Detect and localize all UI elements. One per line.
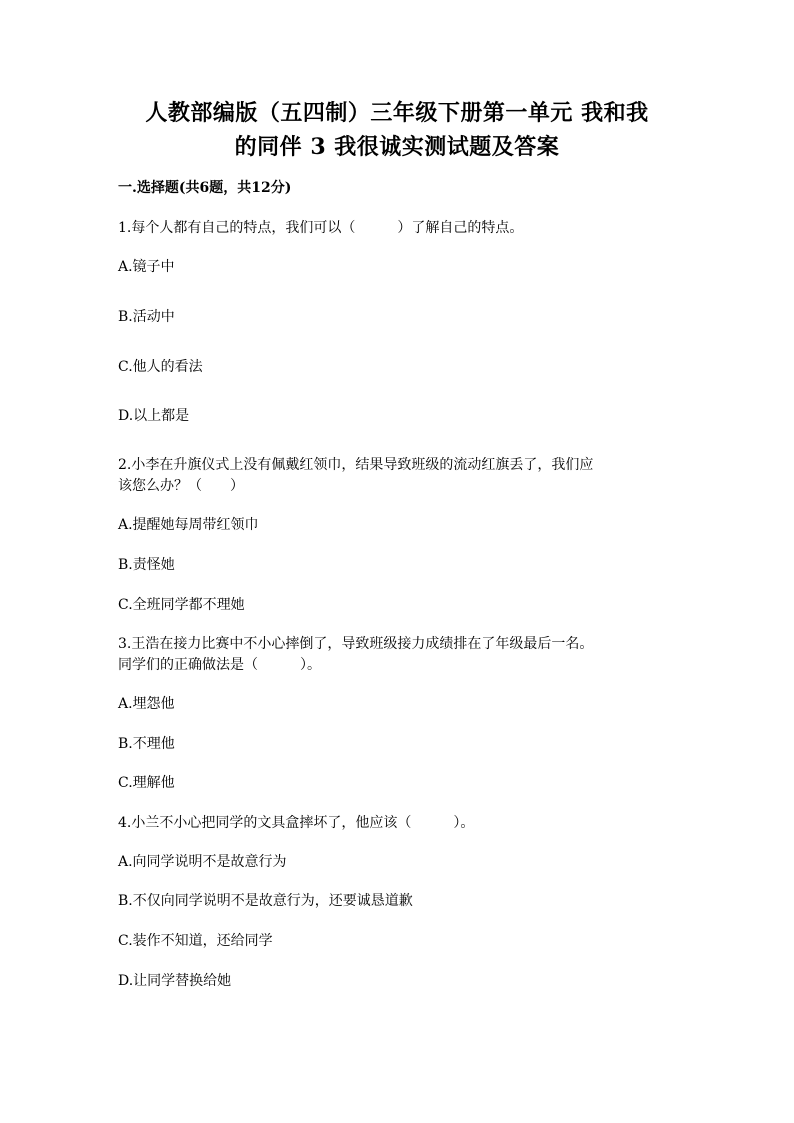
question-4-option-d: D.让同学替换给她	[118, 973, 232, 989]
section-header: 一.选择题(共6题，共12分)	[118, 180, 292, 196]
question-3-stem-line-1: 3.王浩在接力比赛中不小心摔倒了，导致班级接力成绩排在了年级最后一名。	[118, 636, 594, 652]
title-line-2: 的同伴 3 我很诚实测试题及答案	[234, 134, 560, 160]
question-1-option-d: D.以上都是	[118, 408, 190, 424]
question-4-option-c: C.装作不知道，还给同学	[118, 933, 273, 949]
question-1-stem: 1.每个人都有自己的特点，我们可以（ ）了解自己的特点。	[118, 220, 524, 236]
question-3-option-c: C.理解他	[118, 775, 175, 791]
question-2-stem-line-2: 该您么办？（ ）	[118, 478, 244, 494]
question-2-stem-line-1: 2.小李在升旗仪式上没有佩戴红领巾，结果导致班级的流动红旗丢了，我们应	[118, 457, 594, 473]
question-4-stem: 4.小兰不小心把同学的文具盒摔坏了，他应该（ ）。	[118, 815, 475, 831]
question-1-option-b: B.活动中	[118, 309, 175, 325]
document-title	[110, 96, 684, 164]
question-2-option-a: A.提醒她每周带红领巾	[118, 517, 259, 533]
question-3-option-b: B.不理他	[118, 736, 175, 752]
question-1-option-a: A.镜子中	[118, 259, 175, 275]
question-3-option-a: A.埋怨他	[118, 696, 175, 712]
question-4-option-b: B.不仅向同学说明不是故意行为，还要诚恳道歉	[118, 893, 413, 909]
question-2-option-c: C.全班同学都不理她	[118, 597, 245, 613]
question-2-option-b: B.责怪她	[118, 557, 175, 573]
question-4-option-a: A.向同学说明不是故意行为	[118, 854, 287, 870]
question-1-option-c: C.他人的看法	[118, 359, 203, 375]
title-line-1: 人教部编版（五四制）三年级下册第一单元 我和我	[145, 100, 649, 126]
question-3-stem-line-2: 同学们的正确做法是（ ）。	[118, 657, 321, 673]
